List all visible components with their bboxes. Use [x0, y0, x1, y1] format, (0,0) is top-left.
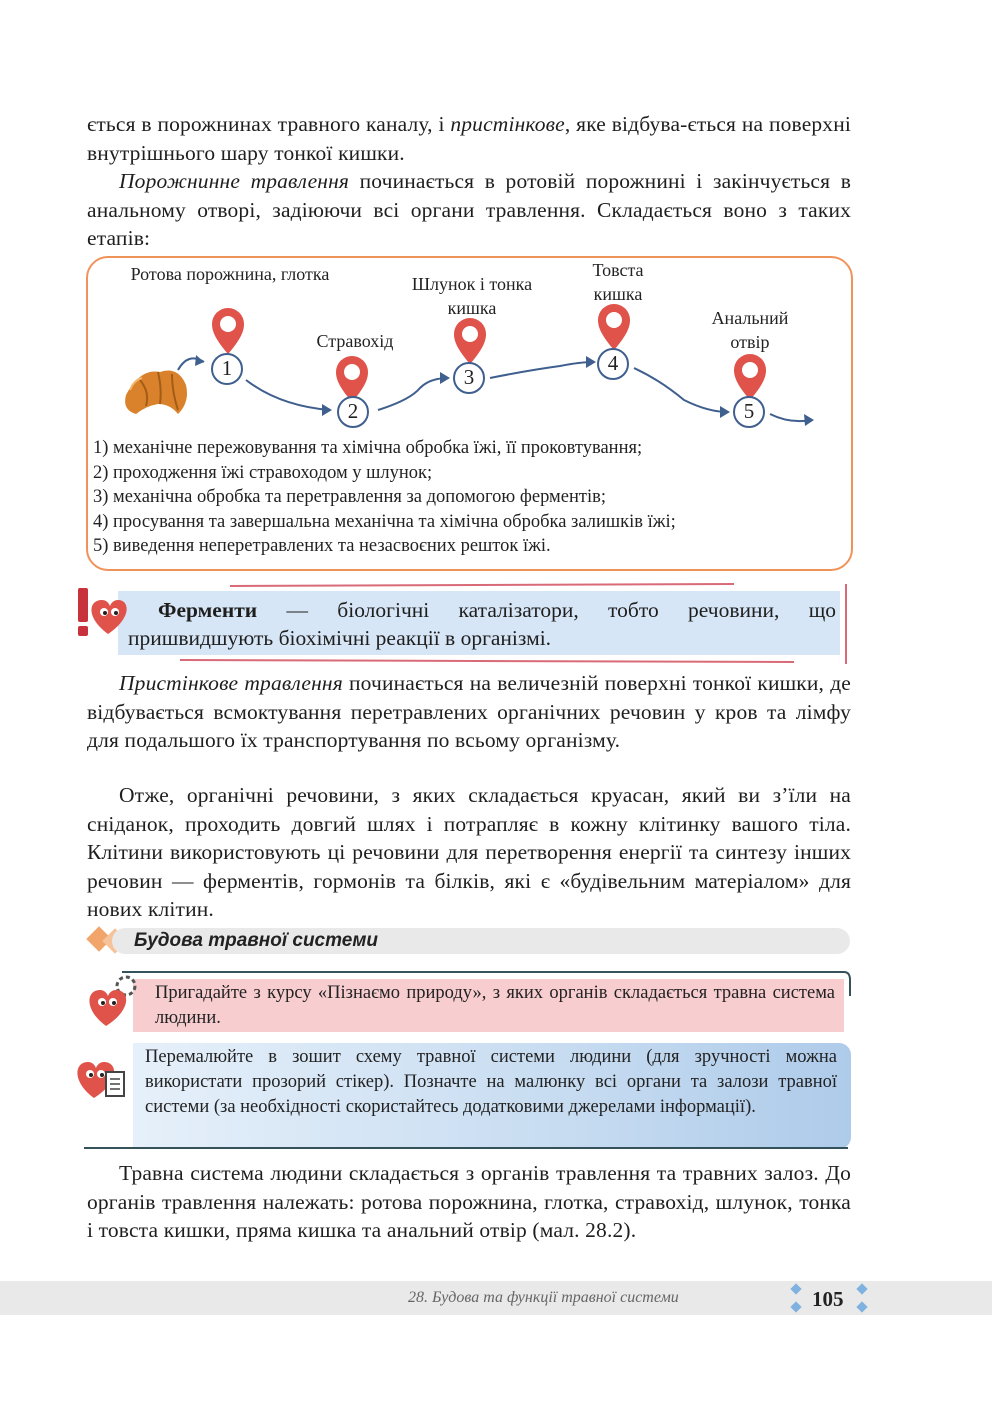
- list-item: 2) проходження їжі стравоходом у шлунок;: [93, 462, 433, 483]
- task-mascot-icon: [70, 1046, 132, 1106]
- list-item: 1) механічне пережовування та хімічна обробка їжі, її проковтування;: [93, 438, 643, 458]
- stage-circles: [212, 349, 764, 427]
- stage-label-anus: Анальний отвір: [711, 308, 789, 352]
- recall-box: [133, 979, 844, 1032]
- stage-label-esophagus: Стравохід: [316, 331, 394, 351]
- footer-chapter-title: 28. Будова та функції травної системи: [408, 1289, 679, 1306]
- intro-text-2: починається в ротовій порожнині і закінчується в анальному отворі, задіюючи всі органи травлення. Складається воно з таких етапів:: [87, 169, 851, 251]
- stage-number-3: 3: [463, 365, 475, 389]
- task-underline: [84, 1144, 854, 1152]
- list-item: 5) виведення неперетравлених та незасвоєних решток їжі.: [93, 536, 551, 556]
- term-cavity-digestion: Порожнинне травлення: [119, 169, 350, 193]
- stage-number-5: 5: [743, 399, 755, 423]
- task-text: Перемалюйте в зошит схему травної системи людини (для зручності можна використати прозорий стікер). Позначте на малюнку всі органи та залози травної системи (за необхідності скористайтесь додатковими джерелами інформації).: [145, 1047, 837, 1118]
- digestive-system-paragraph: Травна система людини складається з органів травлення та травних залоз. До органів травлення належать: ротова порожнина, глотка, стравохід, шлунок, тонка і товста кишки, пряма кишка та анальний отвір (мал. 28.2).: [87, 1161, 851, 1243]
- stage-number-2: 2: [347, 399, 359, 423]
- intro-text: ється в порожнинах травного каналу, і: [87, 112, 451, 136]
- digestion-steps-list: [93, 436, 853, 559]
- definition-box: [118, 591, 840, 655]
- list-item: 4) просування та завершальна механічна та хімічна обробка залишків їжі;: [93, 511, 676, 532]
- intro-text-cont: , яке відбува-ється на поверхні внутрішнього шару тонкої кишки.: [87, 112, 851, 165]
- stage-label-mouth: Ротова порожнина, глотка: [130, 264, 330, 284]
- stage-number-1: 1: [221, 356, 233, 380]
- section-title: Будова травної системи: [134, 930, 378, 951]
- definition-term: Ферменти: [158, 598, 258, 622]
- important-mascot-icon: [72, 584, 132, 644]
- stage-label-stomach: Шлунок і тонка кишка: [411, 274, 533, 318]
- definition-body: — біологічні каталізатори, тобто речовини, що пришвидшують біохімічні реакції в організмі.: [128, 598, 836, 650]
- stage-number-4: 4: [607, 351, 619, 375]
- recall-text: Пригадайте з курсу «Пізнаємо природу», з яких органів складається травна система людини.: [155, 983, 835, 1028]
- croissant-paragraph: Отже, органічні речовини, з яких складається круасан, який ви з’їли на сніданок, проходить довгий шлях і потрапляє в кожну клітинку вашого тіла. Клітини використовують ці речовини для перетворення енергії та синтезу інших речовин — ферментів, гормонів та білків, які є «будівельним матеріалом» для нових клітин.: [87, 783, 851, 922]
- term-parietal-digestion: Пристінкове травлення: [119, 671, 343, 695]
- flow-arrows: [178, 358, 812, 421]
- croissant-icon: [125, 371, 187, 414]
- parietal-paragraph: [87, 669, 851, 755]
- arrow-heads: [195, 355, 814, 426]
- parietal-text: починається на величезній поверхні тонкої кишки, де відбувається всмоктування перетравлених органічних речовин у кров та лімфу для подальшого їх транспортування по всьому організму.: [87, 671, 851, 753]
- definition-text: [128, 596, 836, 652]
- stage-label-large-intestine: Товста кишка: [592, 260, 644, 304]
- term-parietal: пристінкове: [450, 112, 565, 136]
- list-item: 3) механічна обробка та перетравлення за допомогою ферментів;: [93, 487, 606, 507]
- page-number: 105: [812, 1287, 844, 1311]
- recall-mascot-icon: [82, 972, 142, 1030]
- task-box: [133, 1043, 851, 1149]
